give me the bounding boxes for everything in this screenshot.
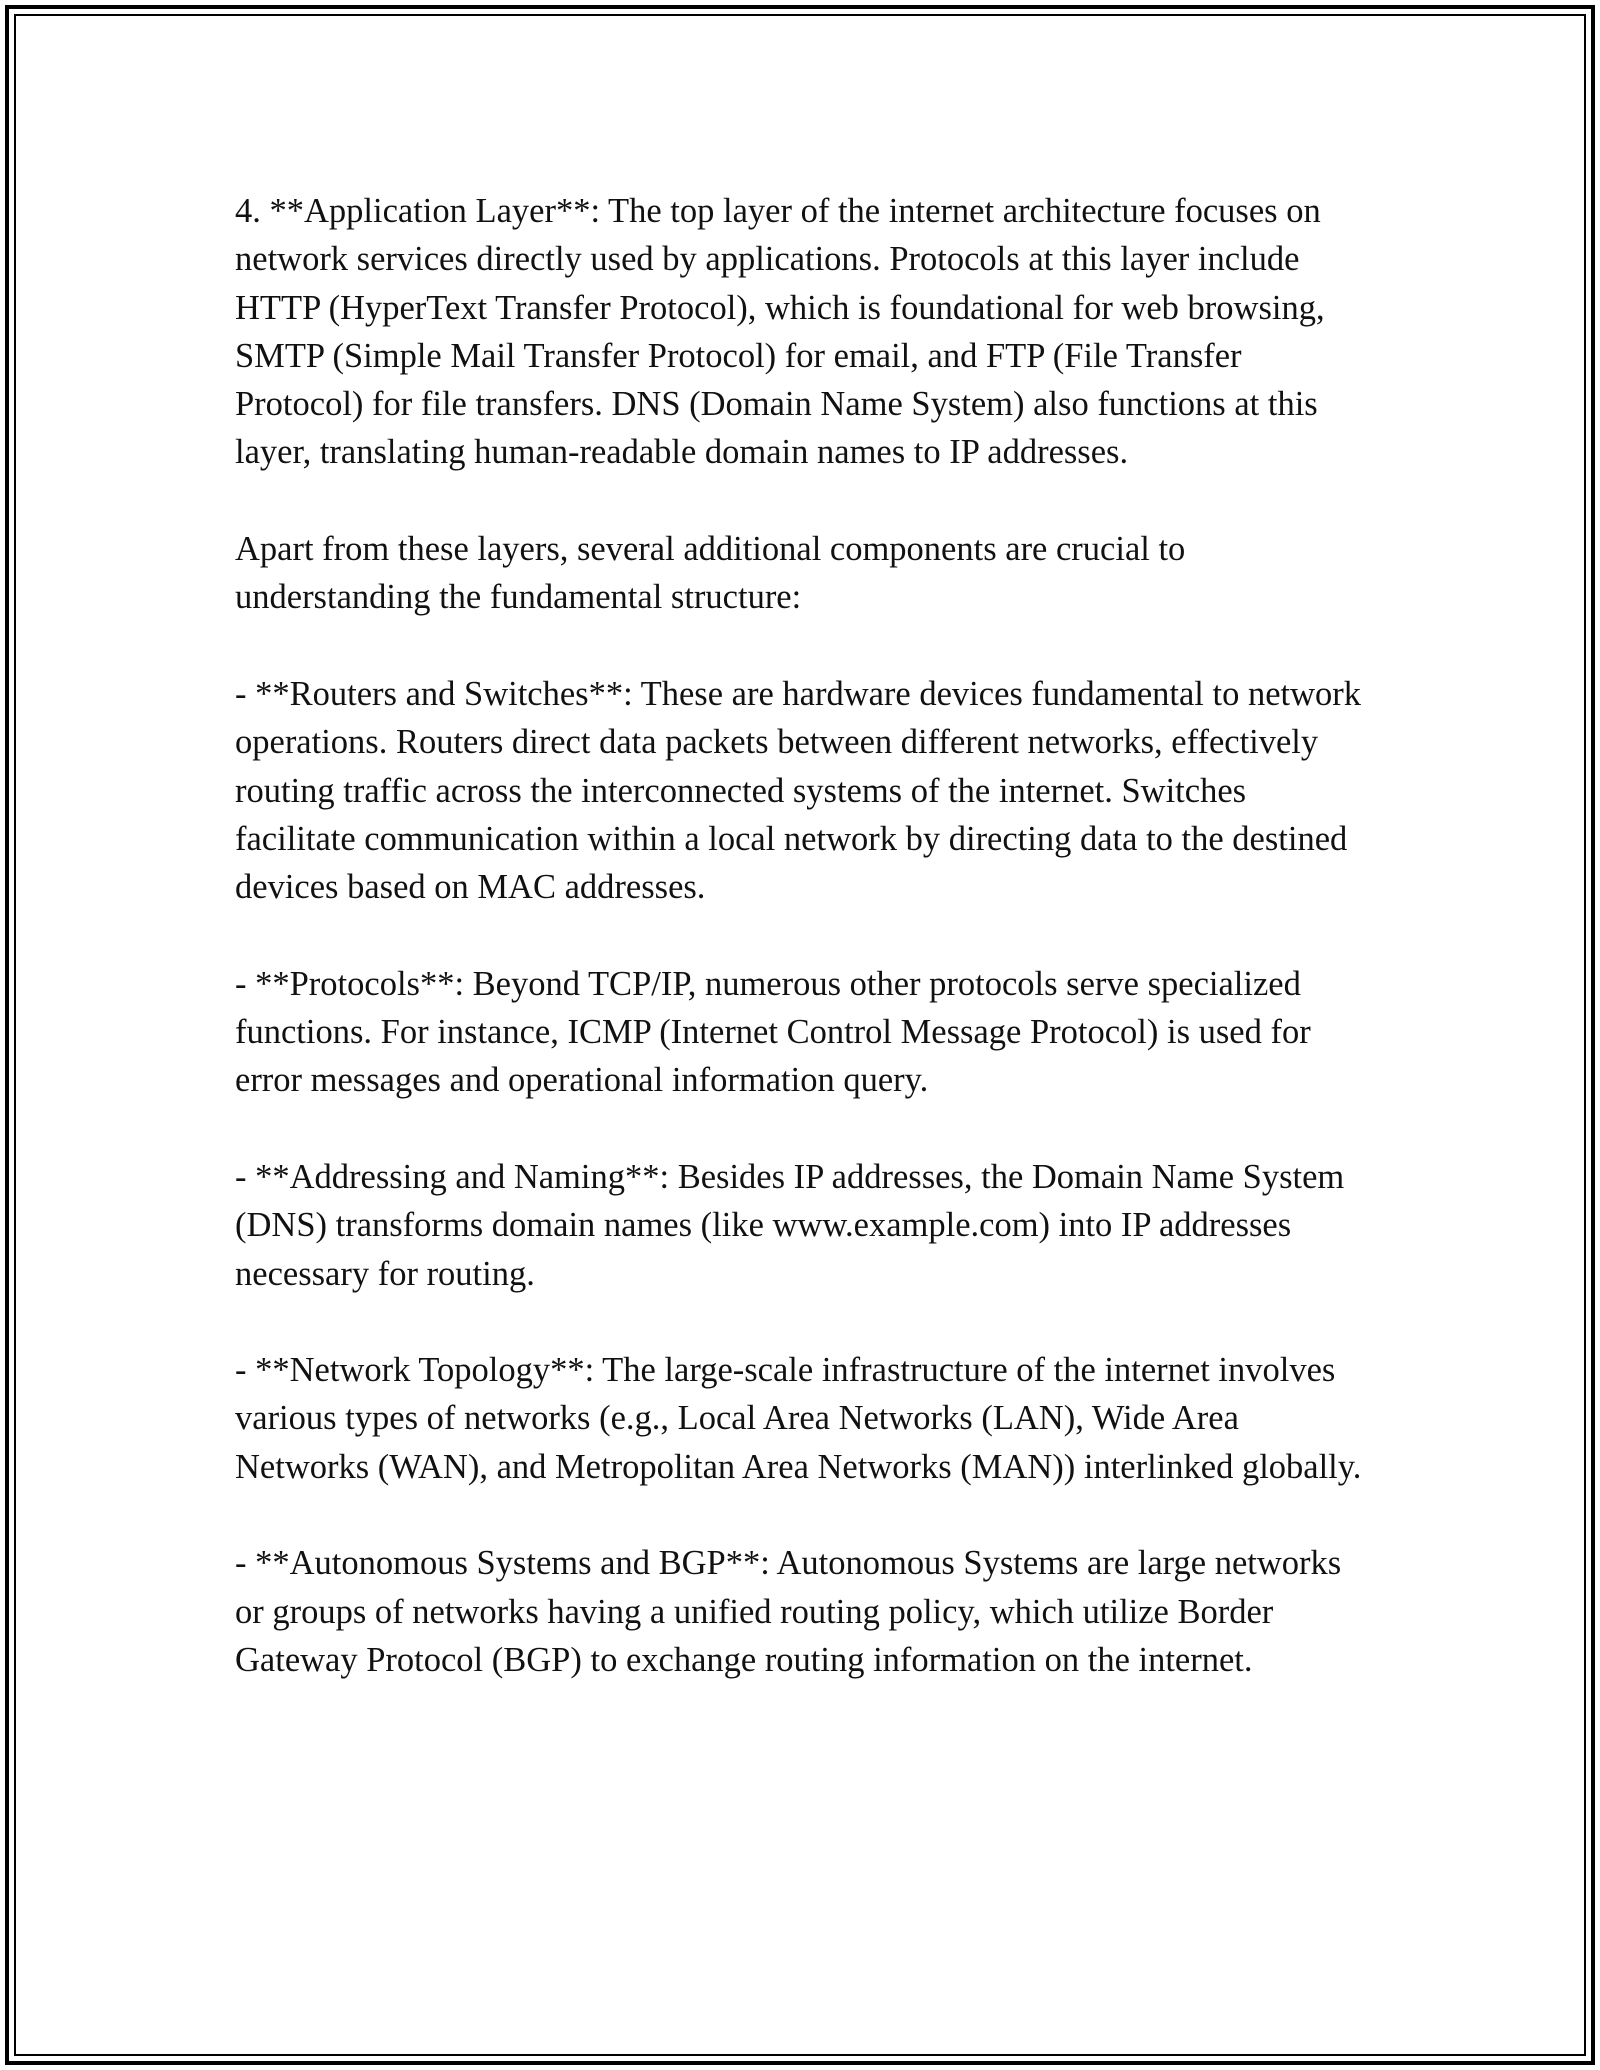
- paragraph-application-layer: 4. **Application Layer**: The top layer of the internet architecture focuses on network services directly used by applications. Protocols at this layer include HTTP (HyperText Transfer Protocol), which is foundational for web browsing, SMTP (Simple Mail Transfer Protocol) for email, and FTP (File Transfer Protocol) for file transfers. DNS (Domain Name System) also functions at this layer, translating human-readable domain names to IP addresses.: [235, 192, 1325, 472]
- paragraph-autonomous-systems-bgp: - **Autonomous Systems and BGP**: Autonomous Systems are large networks or groups of networks having a unified routing policy, which utilize Border Gateway Protocol (BGP) to exchange routing information on the internet.: [235, 1544, 1342, 1679]
- paragraph-network-topology: - **Network Topology**: The large-scale infrastructure of the internet involves various types of networks (e.g., Local Area Networks (LAN), Wide Area Networks (WAN), and Metropolitan Area Networks (MAN)) interlinked globally.: [235, 1351, 1362, 1486]
- paragraph-protocols: - **Protocols**: Beyond TCP/IP, numerous other protocols serve specialized functions. For instance, ICMP (Internet Control Message Protocol) is used for error messages and operational information query.: [235, 964, 1311, 1100]
- paragraph-additional-components-intro: Apart from these layers, several additional components are crucial to understanding the fundamental structure:: [235, 530, 1186, 617]
- document-body: [235, 187, 1370, 1684]
- paragraph-addressing-and-naming: - **Addressing and Naming**: Besides IP addresses, the Domain Name System (DNS) transforms domain names (like www.example.com) into IP addresses necessary for routing.: [235, 1157, 1345, 1293]
- paragraph-routers-and-switches: - **Routers and Switches**: These are hardware devices fundamental to network operations. Routers direct data packets between different networks, effectively routing traffic across the interconnected systems of the internet. Switches facilitate communication within a local network by directing data to the destined devices based on MAC addresses.: [235, 674, 1362, 907]
